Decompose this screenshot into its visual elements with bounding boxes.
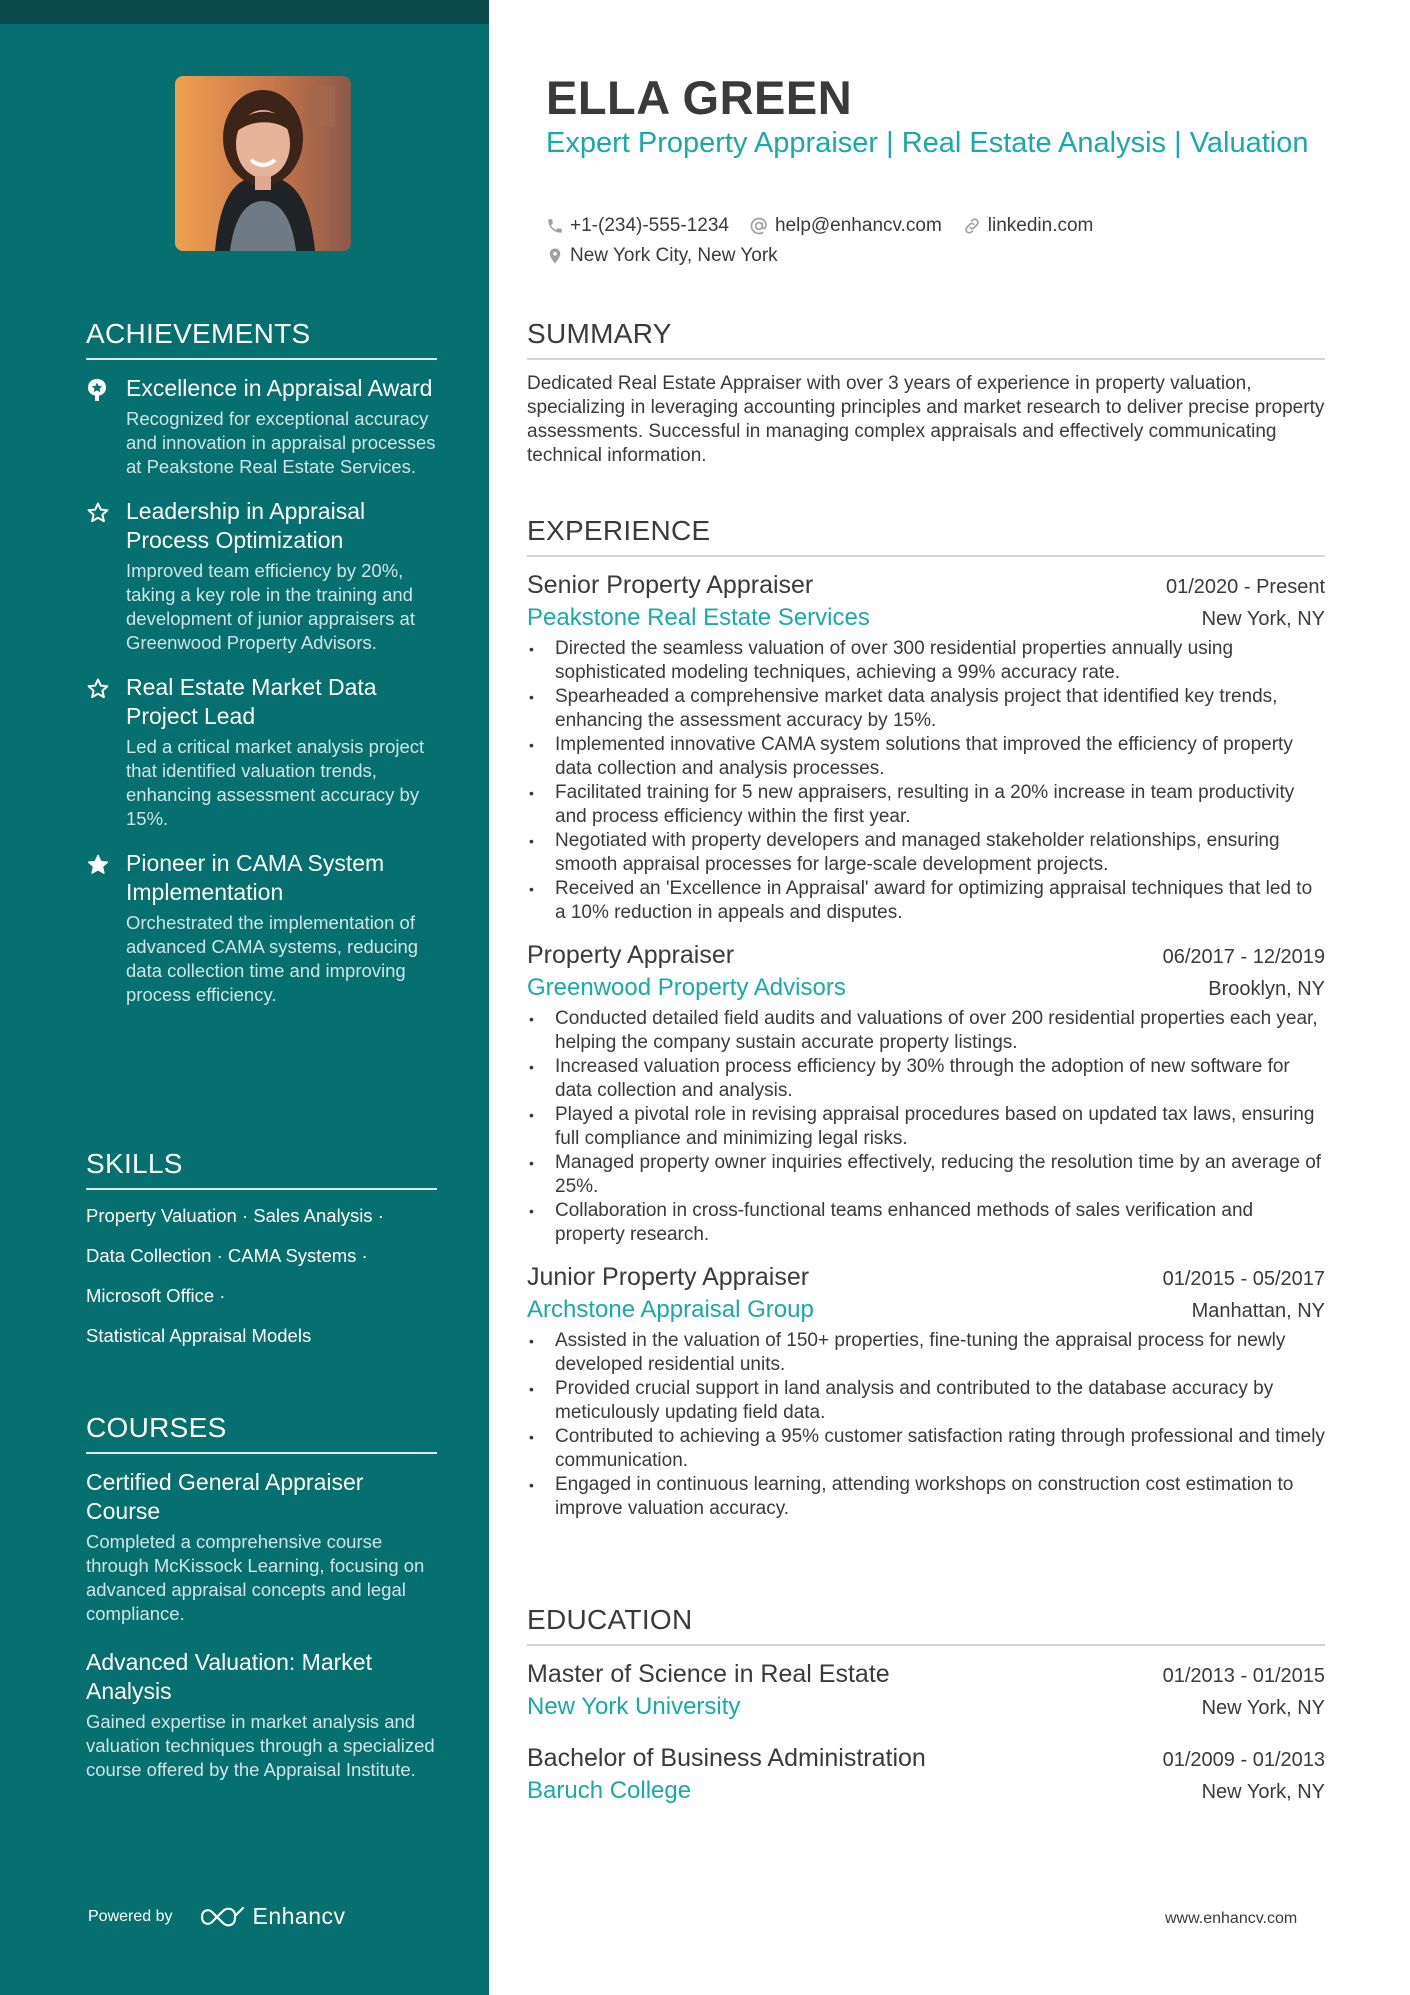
linkedin-text: linkedin.com xyxy=(987,215,1094,236)
job-location: New York, NY xyxy=(1201,608,1325,630)
linkedin-contact[interactable] xyxy=(962,215,1094,237)
bullet-item: • Engaged in continuous learning, attending workshops on construction cost estimation to improve valuation accuracy. xyxy=(555,1473,1325,1521)
star-outline-icon xyxy=(86,677,112,831)
education-location: New York, NY xyxy=(1201,1781,1325,1803)
bullet-item: • Directed the seamless valuation of over 300 residential properties annually using sophisticated modeling techniques, achieving a 99% accuracy rate. xyxy=(555,637,1325,685)
course-description: Completed a comprehensive course through McKissock Learning, focusing on advanced appraisal concepts and legal compliance. xyxy=(86,1531,425,1624)
education-section xyxy=(527,1604,1325,1826)
bullet-item: • Received an 'Excellence in Appraisal' award for optimizing appraisal techniques that led to a 10% reduction in appeals and disputes. xyxy=(555,877,1325,925)
medal-icon xyxy=(86,378,112,479)
courses-section xyxy=(86,1412,437,1804)
sidebar-top-bar xyxy=(0,0,489,24)
skills-line: Microsoft Office · xyxy=(86,1285,226,1306)
degree-title: Master of Science in Real Estate xyxy=(527,1660,890,1688)
course-description: Gained expertise in market analysis and valuation techniques through a specialized course offered by the Appraisal Institute. xyxy=(86,1711,435,1780)
achievement-title: Excellence in Appraisal Award xyxy=(126,375,433,401)
bullet-item: • Conducted detailed field audits and valuations of over 200 residential properties each year, helping the company sustain accurate property listings. xyxy=(555,1007,1325,1055)
achievement-description: Led a critical market analysis project that identified valuation trends, enhancing assessment accuracy by 15%. xyxy=(126,736,425,829)
achievement-item xyxy=(86,849,437,1007)
bullet-item: • Provided crucial support in land analysis and contributed to the database accuracy by meticulously updating field data. xyxy=(555,1377,1325,1425)
job-title: Senior Property Appraiser xyxy=(527,571,814,599)
achievement-title: Pioneer in CAMA System Implementation xyxy=(126,850,385,905)
at-sign-icon xyxy=(749,216,769,236)
candidate-headline: Expert Property Appraiser | Real Estate Analysis | Valuation xyxy=(546,127,1309,159)
phone-contact xyxy=(546,215,729,237)
job-bullets xyxy=(527,637,1325,925)
skills-section xyxy=(86,1148,437,1364)
education-location: New York, NY xyxy=(1201,1697,1325,1719)
bullet-item: • Contributed to achieving a 95% customer satisfaction rating through professional and timely communication. xyxy=(555,1425,1325,1473)
achievement-description: Improved team efficiency by 20%, taking a key role in the training and development of junior appraisers at Greenwood Property Advisors. xyxy=(126,560,415,653)
profile-photo xyxy=(175,76,351,251)
course-title: Certified General Appraiser Course xyxy=(86,1469,364,1524)
job-dates: 01/2015 - 05/2017 xyxy=(1162,1268,1325,1290)
footer-url[interactable]: www.enhancv.com xyxy=(1165,1910,1298,1927)
achievement-title: Real Estate Market Data Project Lead xyxy=(126,674,377,729)
achievement-description: Orchestrated the implementation of advanced CAMA systems, reducing data collection time and improving process efficiency. xyxy=(126,912,419,1005)
education-entry xyxy=(527,1658,1325,1724)
powered-by-label: Powered by xyxy=(88,1907,173,1925)
school-name: Baruch College xyxy=(527,1777,692,1804)
candidate-name: ELLA GREEN xyxy=(546,71,853,124)
location-text: New York City, New York xyxy=(570,245,778,266)
company-name: Greenwood Property Advisors xyxy=(527,974,846,1001)
degree-title: Bachelor of Business Administration xyxy=(527,1744,926,1772)
job-dates: 06/2017 - 12/2019 xyxy=(1162,946,1325,968)
portrait-image xyxy=(175,76,351,251)
courses-heading: COURSES xyxy=(86,1412,437,1454)
job-title: Junior Property Appraiser xyxy=(527,1263,810,1291)
job-entry xyxy=(527,569,1325,925)
skills-line: Statistical Appraisal Models xyxy=(86,1325,312,1346)
star-outline-icon xyxy=(86,501,112,655)
summary-section xyxy=(527,318,1325,468)
job-entry xyxy=(527,1261,1325,1521)
experience-section xyxy=(527,515,1325,1535)
job-bullets xyxy=(527,1329,1325,1521)
bullet-item: • Collaboration in cross-functional teams enhanced methods of sales verification and property research. xyxy=(555,1199,1325,1247)
job-location: Manhattan, NY xyxy=(1191,1300,1325,1322)
summary-heading: SUMMARY xyxy=(527,318,1325,360)
company-name: Archstone Appraisal Group xyxy=(527,1296,814,1323)
link-icon xyxy=(962,216,982,236)
bullet-item: • Increased valuation process efficiency by 30% through the adoption of new software for data collection and analysis. xyxy=(555,1055,1325,1103)
course-title: Advanced Valuation: Market Analysis xyxy=(86,1649,372,1704)
job-location: Brooklyn, NY xyxy=(1208,978,1325,1000)
location-contact xyxy=(546,245,778,267)
summary-text: Dedicated Real Estate Appraiser with over 3 years of experience in property valuation, specializing in leveraging accounting principles and market research to deliver precise property assessments. Successful in managing complex appraisals and effectively communicating technical information. xyxy=(527,373,1325,466)
experience-heading: EXPERIENCE xyxy=(527,515,1325,557)
bullet-item: • Facilitated training for 5 new appraisers, resulting in a 20% increase in team productivity and process efficiency within the first year. xyxy=(555,781,1325,829)
education-dates: 01/2009 - 01/2013 xyxy=(1162,1749,1325,1771)
enhancv-logo-icon xyxy=(199,1904,247,1930)
bullet-item: • Implemented innovative CAMA system solutions that improved the efficiency of property data collection and analysis processes. xyxy=(555,733,1325,781)
powered-by xyxy=(88,1903,346,1930)
phone-text: +1-(234)-555-1234 xyxy=(570,215,729,236)
email-contact[interactable] xyxy=(749,215,942,237)
education-entry xyxy=(527,1742,1325,1808)
bullet-item: • Negotiated with property developers and managed stakeholder relationships, ensuring smooth appraisal processes for large-scale development projects. xyxy=(555,829,1325,877)
phone-icon xyxy=(546,217,564,235)
achievement-description: Recognized for exceptional accuracy and innovation in appraisal processes at Peakstone Real Estate Services. xyxy=(126,408,436,477)
contact-info xyxy=(546,215,1113,275)
school-name: New York University xyxy=(527,1693,741,1720)
achievement-item xyxy=(86,374,437,479)
achievements-heading: ACHIEVEMENTS xyxy=(86,318,437,360)
job-entry xyxy=(527,939,1325,1247)
achievements-section xyxy=(86,318,437,1025)
achievement-title: Leadership in Appraisal Process Optimization xyxy=(126,498,366,553)
skills-heading: SKILLS xyxy=(86,1148,437,1190)
job-dates: 01/2020 - Present xyxy=(1166,576,1325,598)
company-name: Peakstone Real Estate Services xyxy=(527,604,870,631)
bullet-item: • Played a pivotal role in revising appraisal procedures based on updated tax laws, ensuring full compliance and minimizing legal risks. xyxy=(555,1103,1325,1151)
location-pin-icon xyxy=(546,246,564,266)
skills-line: Property Valuation · Sales Analysis · xyxy=(86,1205,384,1226)
email-text: help@enhancv.com xyxy=(774,215,942,236)
education-heading: EDUCATION xyxy=(527,1604,1325,1646)
bullet-item: • Managed property owner inquiries effectively, reducing the resolution time by an average of 25%. xyxy=(555,1151,1325,1199)
education-dates: 01/2013 - 01/2015 xyxy=(1162,1665,1325,1687)
skills-line: Data Collection · CAMA Systems · xyxy=(86,1245,368,1266)
star-filled-icon xyxy=(86,853,112,1007)
bullet-item: • Assisted in the valuation of 150+ properties, fine-tuning the appraisal process for newly developed residential units. xyxy=(555,1329,1325,1377)
job-bullets xyxy=(527,1007,1325,1247)
enhancv-brand: Enhancv xyxy=(252,1903,346,1929)
sidebar xyxy=(0,0,489,1995)
achievement-item xyxy=(86,497,437,655)
achievement-item xyxy=(86,673,437,831)
job-title: Property Appraiser xyxy=(527,941,735,969)
bullet-item: • Spearheaded a comprehensive market data analysis project that identified key trends, enhancing the assessment accuracy by 15%. xyxy=(555,685,1325,733)
